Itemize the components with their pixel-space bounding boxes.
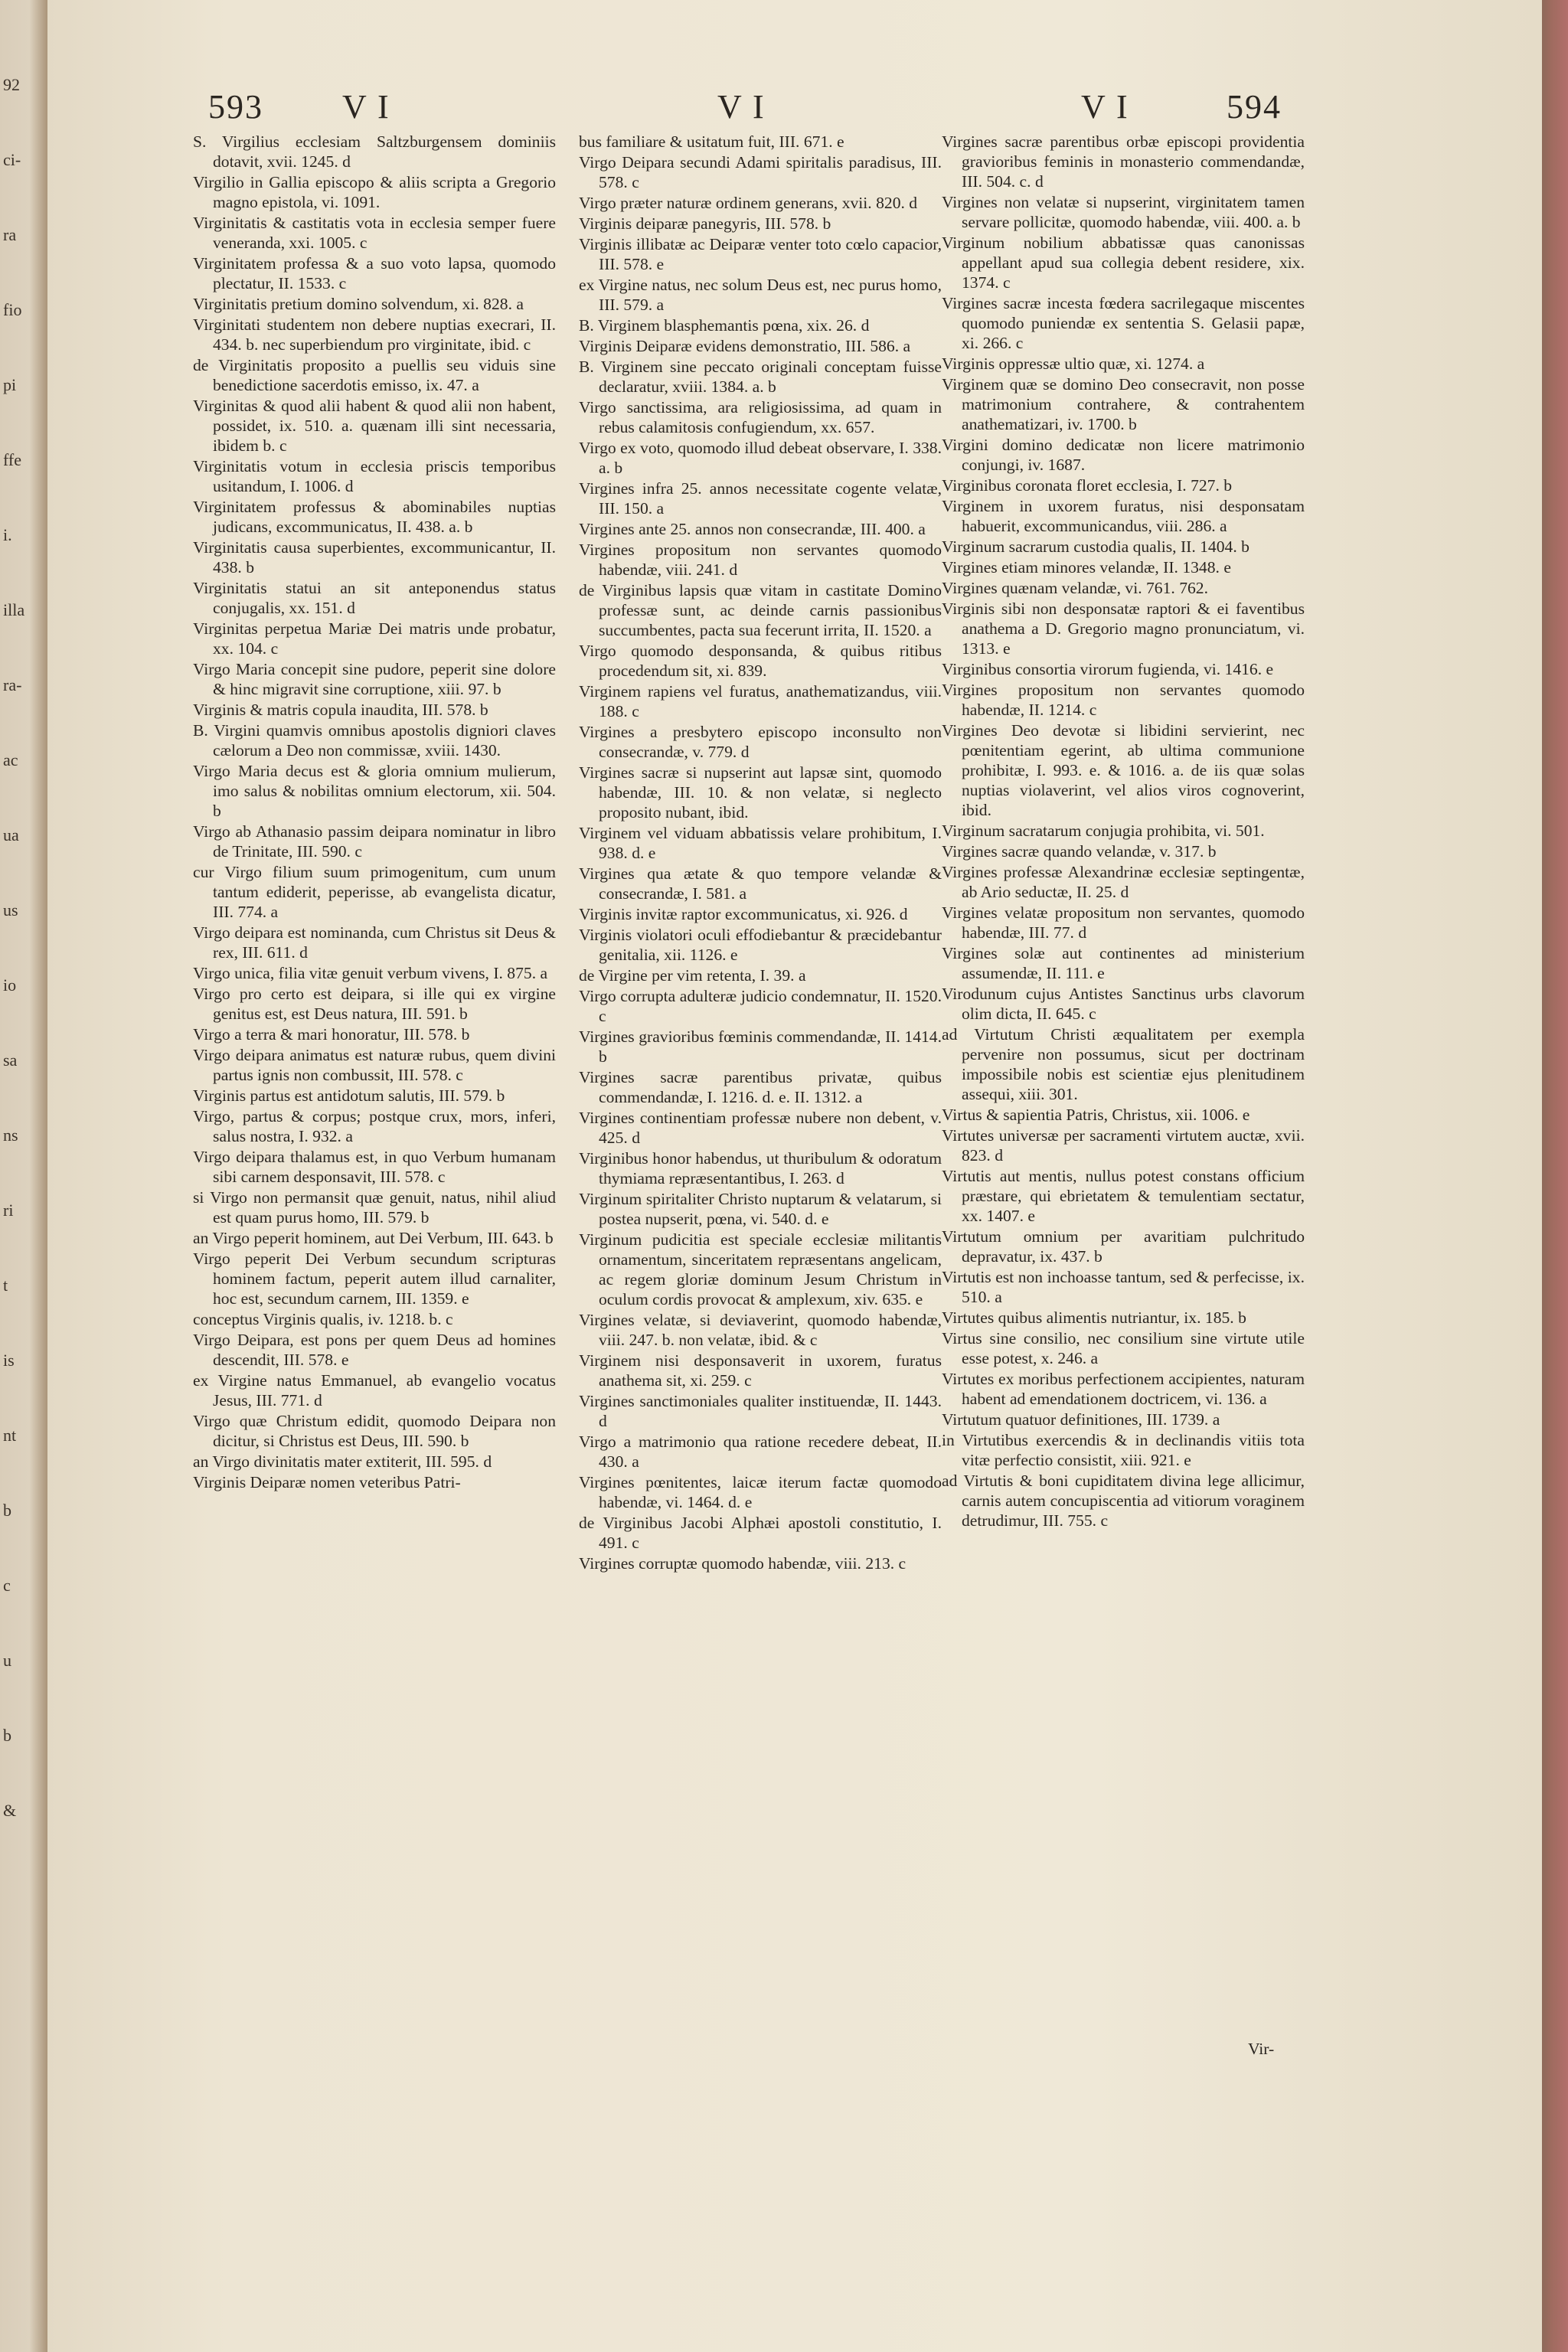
index-entry: Virginis oppressæ ultio quæ, xi. 1274. a: [942, 354, 1205, 373]
index-entry: Virgo, partus & corpus; postque crux, mors, inferi, salus nostra, I. 932. a: [193, 1107, 556, 1145]
index-entry: Virtutes ex moribus perfectionem accipientes, naturam habent ad emendationem doctricem, vi. 136. a: [942, 1370, 1305, 1408]
index-entry: Virginitatem professus & abominabiles nuptias judicans, excommunicatus, II. 438. a. b: [193, 498, 556, 536]
index-entry: Virgini domino dedicatæ non licere matrimonio conjungi, iv. 1687.: [942, 436, 1305, 474]
index-entry: Virgo corrupta adulteræ judicio condemnatur, II. 1520. c: [579, 987, 942, 1025]
binding-text-fragment: pi: [3, 375, 17, 394]
binding-text-fragment: is: [3, 1351, 15, 1370]
index-entry: Virgines velatæ, si deviaverint, quomodo habendæ, viii. 247. b. non velatæ, ibid. & c: [579, 1311, 942, 1349]
binding-text-fragment: ci-: [3, 150, 21, 169]
index-entry: Virginitas perpetua Mariæ Dei matris unde probatur, xx. 104. c: [193, 619, 556, 658]
index-entry: Virgines corruptæ quomodo habendæ, viii. 213. c: [579, 1554, 906, 1573]
index-entry: Virginem quæ se domino Deo consecravit, non posse matrimonium contrahere, & contrahentem anathematizari, iv. 1700. b: [942, 375, 1305, 433]
index-entry: Virgines infra 25. annos necessitate cogente velatæ, III. 150. a: [579, 479, 942, 518]
index-entry: ex Virgine natus, nec solum Deus est, nec purus homo, III. 579. a: [579, 276, 942, 314]
index-entry: Virgo pro certo est deipara, si ille qui ex virgine genitus est, est Deus natura, III. 591. b: [193, 985, 556, 1023]
index-entry: Virtus & sapientia Patris, Christus, xii. 1006. e: [942, 1106, 1250, 1124]
index-entry: Virginitatis votum in ecclesia priscis temporibus usitandum, I. 1006. d: [193, 457, 556, 495]
right-binding-edge: [1540, 0, 1568, 2352]
index-entry: an Virgo divinitatis mater extiterit, III. 595. d: [193, 1452, 492, 1471]
binding-text-fragment: i.: [3, 525, 12, 544]
index-entry: Virtutes quibus alimentis nutriantur, ix. 185. b: [942, 1308, 1246, 1327]
index-entry: de Virgine per vim retenta, I. 39. a: [579, 966, 806, 985]
index-entry: Virgines gravioribus fœminis commendandæ, II. 1414. b: [579, 1027, 942, 1066]
binding-text-fragment: ra-: [3, 675, 22, 694]
section-heading-middle: V I: [717, 88, 766, 126]
index-entry: Virgines sacræ quando velandæ, v. 317. b: [942, 842, 1217, 861]
index-entry: Virgo Maria concepit sine pudore, peperit sine dolore & hinc migravit sine corruptione, xiii. 97. b: [193, 660, 556, 698]
index-entry: Virgo deipara animatus est naturæ rubus, quem divini partus ignis non combussit, III. 578. c: [193, 1046, 556, 1084]
index-entry: B. Virginem sine peccato originali conceptam fuisse declaratur, xviii. 1384. a. b: [579, 358, 942, 396]
index-entry: Virodunum cujus Antistes Sanctinus urbs clavorum olim dicta, II. 645. c: [942, 985, 1305, 1023]
binding-text-fragment: us: [3, 900, 18, 920]
index-entry: Virginem in uxorem furatus, nisi desponsatam habuerit, excommunicandus, viii. 286. a: [942, 497, 1305, 535]
index-entry: Virgo sanctissima, ara religiosissima, ad quam in rebus calamitosis confugiendum, xx. 657.: [579, 398, 942, 436]
index-entry: S. Virgilius ecclesiam Saltzburgensem dominiis dotavit, xvii. 1245. d: [193, 132, 556, 171]
catchword: Vir-: [1248, 2040, 1275, 2058]
index-entry: Virginis invitæ raptor excommunicatus, xi. 926. d: [579, 905, 908, 923]
binding-text-fragment: ra: [3, 225, 17, 244]
index-entry: ad Virtutis & boni cupiditatem divina lege allicimur, carnis autem concupiscentia ad vitiorum voraginem detrudimur, III. 755. c: [942, 1472, 1305, 1530]
index-entry: Virginitati studentem non debere nuptias execrari, II. 434. b. nec superbiendum pro virginitate, ibid. c: [193, 315, 556, 354]
index-entry: B. Virgini quamvis omnibus apostolis digniori claves cælorum a Deo non commissæ, xviii. 1430.: [193, 721, 556, 760]
index-entry: Virginis violatori oculi effodiebantur & præcidebantur genitalia, xii. 1126. e: [579, 926, 942, 964]
index-entry: de Virginibus Jacobi Alphæi apostoli constitutio, I. 491. c: [579, 1514, 942, 1552]
index-entry: Virgo a matrimonio qua ratione recedere debeat, II. 430. a: [579, 1432, 942, 1471]
binding-text-fragment: &: [3, 1801, 17, 1820]
index-entry: Virgo Deipara, est pons per quem Deus ad homines descendit, III. 578. e: [193, 1331, 556, 1369]
binding-text-fragment: fio: [3, 300, 22, 319]
binding-text-fragment: b: [3, 1501, 11, 1520]
binding-text-fragment: u: [3, 1651, 11, 1670]
index-entry: Virtutis aut mentis, nullus potest constans officium præstare, qui ebrietatem & temulentiam sectatur, xx. 1407. e: [942, 1167, 1305, 1225]
index-entry: Virgines continentiam professæ nubere non debent, v. 425. d: [579, 1109, 942, 1147]
index-entry: Virgo ex voto, quomodo illud debeat observare, I. 338. a. b: [579, 439, 942, 477]
index-entry: Virginitatis & castitatis vota in ecclesia semper fuere veneranda, xxi. 1005. c: [193, 214, 556, 252]
index-entry: Virgines qua ætate & quo tempore velandæ & consecrandæ, I. 581. a: [579, 864, 942, 903]
index-entry: Virginis & matris copula inaudita, III. 578. b: [193, 701, 488, 719]
index-entry: Virginis sibi non desponsatæ raptori & ei faventibus anathema a D. Gregorio magno pronunciatum, vi. 1313. e: [942, 599, 1305, 658]
index-entry: Virgines sanctimoniales qualiter instituendæ, II. 1443. d: [579, 1392, 942, 1430]
index-entry: Virgo a terra & mari honoratur, III. 578. b: [193, 1025, 470, 1044]
index-entry: Virgines quænam velandæ, vi. 761. 762.: [942, 579, 1208, 597]
index-entry: Virgines propositum non servantes quomodo habendæ, II. 1214. c: [942, 681, 1305, 719]
index-entry: Virginem nisi desponsaverit in uxorem, furatus anathema sit, xi. 259. c: [579, 1351, 942, 1390]
index-entry: Virginis illibatæ ac Deiparæ venter toto cœlo capacior, III. 578. e: [579, 235, 942, 273]
index-entry: in Virtutibus exercendis & in declinandis vitiis tota vitæ perfectio consistit, xiii. 921. e: [942, 1431, 1305, 1469]
index-entry: Virgo quomodo desponsanda, & quibus ritibus procedendum sit, xi. 839.: [579, 642, 942, 680]
index-entry: Virgo Maria decus est & gloria omnium mulierum, imo salus & nobilitas omnium electorum, xii. 504. b: [193, 762, 556, 820]
index-entry: ex Virgine natus Emmanuel, ab evangelio vocatus Jesus, III. 771. d: [193, 1371, 556, 1410]
index-entry: Virginum sacratarum conjugia prohibita, vi. 501.: [942, 822, 1265, 840]
index-entry: Virginitatis statui an sit anteponendus status conjugalis, xx. 151. d: [193, 579, 556, 617]
index-entry: Virgo unica, filia vitæ genuit verbum vivens, I. 875. a: [193, 964, 548, 982]
index-entry: Virgilio in Gallia episcopo & aliis scripta a Gregorio magno epistola, vi. 1091.: [193, 173, 556, 211]
binding-text-fragment: ua: [3, 825, 19, 844]
index-column-2: [579, 132, 942, 1574]
index-entry: Virtutum quatuor definitiones, III. 1739. a: [942, 1410, 1220, 1429]
index-entry: Virginem rapiens vel furatus, anathematizandus, viii. 188. c: [579, 682, 942, 720]
index-entry: Virgines sacræ parentibus privatæ, quibus commendandæ, I. 1216. d. e. II. 1312. a: [579, 1068, 942, 1106]
binding-text-fragment: sa: [3, 1050, 18, 1070]
index-entry: Virginis Deiparæ nomen veteribus Patri-: [193, 1473, 461, 1491]
index-entry: Virginitatis pretium domino solvendum, xi. 828. a: [193, 295, 524, 313]
section-heading-left: V I: [342, 88, 390, 126]
binding-text-fragment: c: [3, 1576, 11, 1595]
binding-text-fragment: ns: [3, 1125, 18, 1145]
binding-text-fragment: nt: [3, 1426, 17, 1445]
binding-text-fragment: 92: [3, 75, 20, 94]
index-entry: Virginis deiparæ panegyris, III. 578. b: [579, 214, 831, 233]
index-entry: Virginitatem professa & a suo voto lapsa, quomodo plectatur, II. 1533. c: [193, 254, 556, 292]
page-number-right: 594: [1227, 88, 1282, 126]
index-entry: cur Virgo filium suum primogenitum, cum unum tantum ediderit, peperisse, ab evangelista dicatur, III. 774. a: [193, 863, 556, 921]
index-entry: bus familiare & usitatum fuit, III. 671. e: [579, 132, 844, 151]
index-entry: Virgo præter naturæ ordinem generans, xvii. 820. d: [579, 194, 918, 212]
index-entry: Virgo deipara est nominanda, cum Christus sit Deus & rex, III. 611. d: [193, 923, 556, 962]
index-entry: Virtutes universæ per sacramenti virtutem auctæ, xvii. 823. d: [942, 1126, 1305, 1165]
index-entry: Virgines propositum non servantes quomodo habendæ, viii. 241. d: [579, 541, 942, 579]
index-entry: Virginum pudicitia est speciale ecclesiæ militantis ornamentum, sinceritatem repræsentans angelicam, ac regem gloriæ dominum Jesum Christum in oculum cordis provocat & amplexum, xiv. 635. e: [579, 1230, 942, 1308]
index-entry: Virgo peperit Dei Verbum secundum scripturas hominem factum, peperit autem illud carnaliter, hoc est, secundum carnem, III. 1359. e: [193, 1250, 556, 1308]
binding-text-fragment: ffe: [3, 450, 22, 469]
index-entry: Virtutum omnium per avaritiam pulchritudo depravatur, ix. 437. b: [942, 1227, 1305, 1266]
index-entry: B. Virginem blasphemantis pœna, xix. 26. d: [579, 316, 870, 335]
index-entry: Virtutis est non inchoasse tantum, sed & perfecisse, ix. 510. a: [942, 1268, 1305, 1306]
index-entry: Virgines Deo devotæ si libidini servierint, nec pœnitentiam egerint, ab ultima communione prohibitæ, I. 993. e. & 1016. a. de iis quæ solas nuptias violaverint, vel alios viros cognoverint, ibid.: [942, 721, 1305, 819]
index-entry: Virgines etiam minores velandæ, II. 1348. e: [942, 558, 1231, 577]
index-entry: Virginum nobilium abbatissæ quas canonissas appellant apud sua collegia debent residere, xix. 1374. c: [942, 234, 1305, 292]
binding-text-fragment: ri: [3, 1200, 14, 1220]
binding-text-fragment: b: [3, 1726, 11, 1745]
index-entry: Virgines professæ Alexandrinæ ecclesiæ septingentæ, ab Ario seductæ, II. 25. d: [942, 863, 1305, 901]
index-entry: an Virgo peperit hominem, aut Dei Verbum, III. 643. b: [193, 1229, 554, 1247]
index-entry: Virgines solæ aut continentes ad ministerium assumendæ, II. 111. e: [942, 944, 1305, 982]
index-entry: Virginibus consortia virorum fugienda, vi. 1416. e: [942, 660, 1274, 678]
index-entry: de Virginitatis proposito a puellis seu viduis sine benedictione sacerdotis emisso, ix. 47. a: [193, 356, 556, 394]
index-column-1: [193, 132, 556, 1493]
index-column-3: [942, 132, 1305, 1531]
index-entry: Virgines ante 25. annos non consecrandæ, III. 400. a: [579, 520, 926, 538]
index-entry: Virginum sacrarum custodia qualis, II. 1404. b: [942, 537, 1250, 556]
index-entry: Virginis partus est antidotum salutis, III. 579. b: [193, 1086, 505, 1105]
left-binding-gutter: [0, 0, 49, 2352]
index-entry: Virtus sine consilio, nec consilium sine virtute utile esse potest, x. 246. a: [942, 1329, 1305, 1367]
binding-text-fragment: t: [3, 1276, 8, 1295]
index-entry: Virginis Deiparæ evidens demonstratio, III. 586. a: [579, 337, 911, 355]
index-entry: Virgines a presbytero episcopo inconsulto non consecrandæ, v. 779. d: [579, 723, 942, 761]
page-header: [47, 87, 1542, 133]
index-entry: Virginibus honor habendus, ut thuribulum & odoratum thymiama repræsentantibus, I. 263. d: [579, 1149, 942, 1187]
book-page: [47, 0, 1542, 2352]
index-entry: de Virginibus lapsis quæ vitam in castitate Domino professæ sunt, ac deinde carnis passionibus succumbentes, pacta sua fecerunt irrita, II. 1520. a: [579, 581, 942, 639]
page-number-left: 593: [208, 88, 263, 126]
index-entry: Virgines sacræ parentibus orbæ episcopi providentia gravioribus feminis in monasterio commendandæ, III. 504. c. d: [942, 132, 1305, 191]
index-entry: Virginitas & quod alii habent & quod alii non habent, possidet, ix. 510. a. quænam illi sint necessaria, ibidem b. c: [193, 397, 556, 455]
index-entry: Virginum spiritaliter Christo nuptarum & velatarum, si postea nupserit, pœna, vi. 540. d. e: [579, 1190, 942, 1228]
index-entry: si Virgo non permansit quæ genuit, natus, nihil aliud est quam purus homo, III. 579. b: [193, 1188, 556, 1227]
index-entry: Virgines pœnitentes, laicæ iterum factæ quomodo habendæ, vi. 1464. d. e: [579, 1473, 942, 1511]
index-entry: Virgo ab Athanasio passim deipara nominatur in libro de Trinitate, III. 590. c: [193, 822, 556, 861]
index-entry: Virgo quæ Christum edidit, quomodo Deipara non dicitur, si Christus est Deus, III. 590. b: [193, 1412, 556, 1450]
index-entry: Virginibus coronata floret ecclesia, I. 727. b: [942, 476, 1233, 495]
binding-text-fragment: ac: [3, 750, 18, 769]
index-entry: ad Virtutum Christi æqualitatem per exempla pervenire non possumus, sicut per doctrinam impossibile nobis est scientiæ ejus plenitudinem assequi, xiii. 301.: [942, 1025, 1305, 1103]
index-entry: Virgines non velatæ si nupserint, virginitatem tamen servare pollicitæ, quomodo habendæ, viii. 400. a. b: [942, 193, 1305, 231]
index-entry: Virgo Deipara secundi Adami spiritalis paradisus, III. 578. c: [579, 153, 942, 191]
index-entry: Virgines sacræ si nupserint aut lapsæ sint, quomodo habendæ, III. 10. & non velatæ, si neglecto proposito nubant, ibid.: [579, 763, 942, 822]
index-entry: Virginitatis causa superbientes, excommunicantur, II. 438. b: [193, 538, 556, 577]
index-entry: Virgines sacræ incesta fœdera sacrilegaque miscentes quomodo puniendæ ex sententia S. Gelasii papæ, xi. 266. c: [942, 294, 1305, 352]
section-heading-right: V I: [1081, 88, 1129, 126]
index-entry: Virginem vel viduam abbatissis velare prohibitum, I. 938. d. e: [579, 824, 942, 862]
binding-text-fragment: io: [3, 975, 17, 995]
index-entry: Virgo deipara thalamus est, in quo Verbum humanam sibi carnem desponsavit, III. 578. c: [193, 1148, 556, 1186]
binding-text-fragment: illa: [3, 600, 25, 619]
index-entry: conceptus Virginis qualis, iv. 1218. b. c: [193, 1310, 453, 1328]
index-entry: Virgines velatæ propositum non servantes, quomodo habendæ, III. 77. d: [942, 903, 1305, 942]
